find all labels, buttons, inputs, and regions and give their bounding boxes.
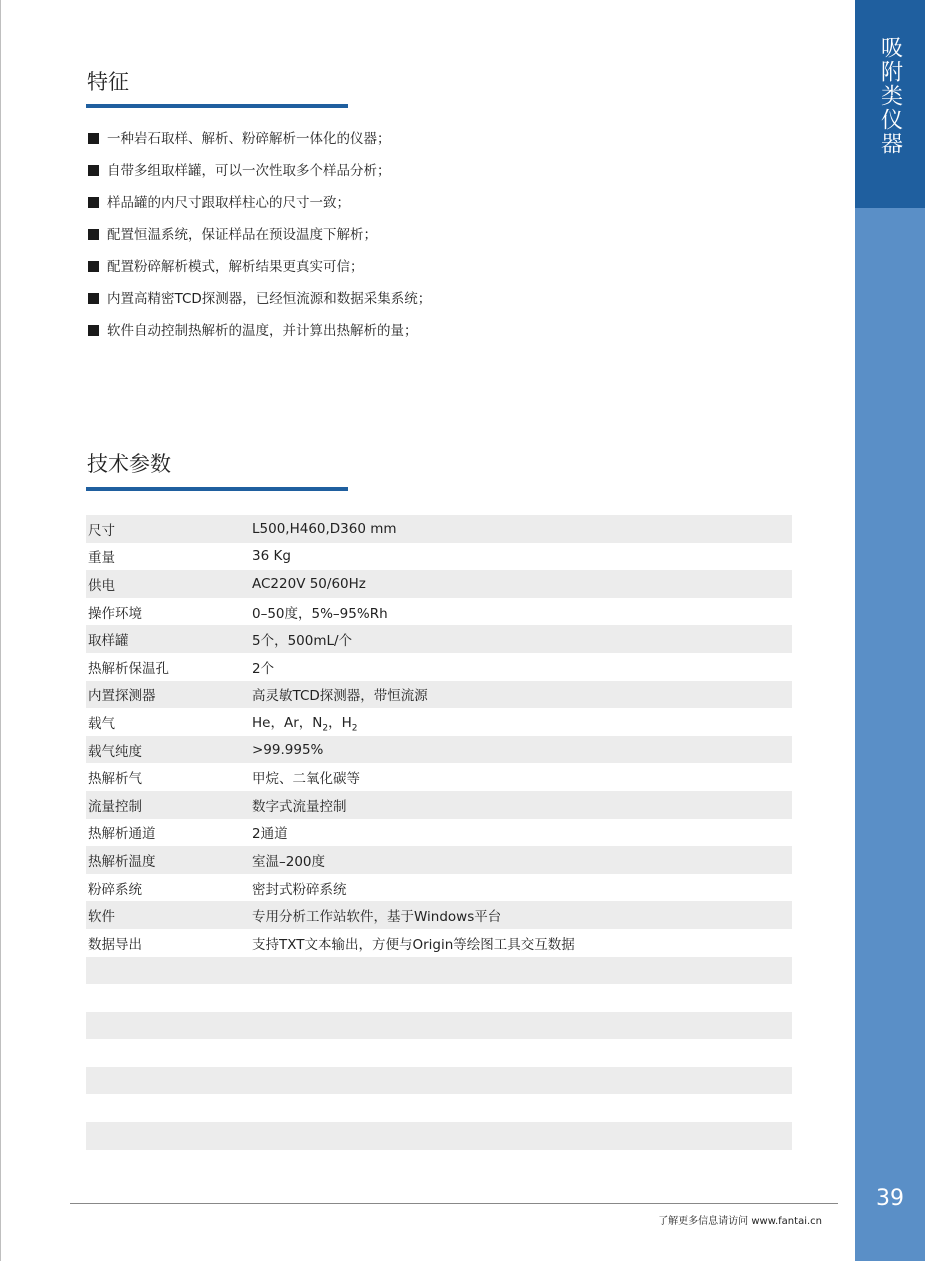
features-list xyxy=(88,130,431,354)
spec-row: 粉碎系统 密封式粉碎系统 xyxy=(88,881,347,898)
spec-row-empty xyxy=(86,1039,792,1067)
spec-row: 软件 专用分析工作站软件，基于Windows平台 xyxy=(86,901,792,929)
spec-row-empty xyxy=(86,1067,792,1095)
spec-row: 数据导出 支持TXT文本输出，方便与Origin等绘图工具交互数据 xyxy=(88,936,575,953)
spec-row: 热解析温度 室温–200度 xyxy=(86,846,792,874)
feature-item: 配置粉碎解析模式，解析结果更真实可信； xyxy=(88,258,431,290)
spec-row-empty xyxy=(86,1094,792,1122)
specs-title: 技术参数 xyxy=(87,452,171,476)
spec-row: 供电 AC220V 50/60Hz xyxy=(86,570,792,598)
spec-row: 操作环境 0–50度，5%–95%Rh xyxy=(88,605,388,622)
square-bullet-icon xyxy=(88,229,99,240)
square-bullet-icon xyxy=(88,261,99,272)
feature-item: 内置高精密TCD探测器，已经恒流源和数据采集系统； xyxy=(88,290,431,322)
feature-item: 样品罐的内尺寸跟取样柱心的尺寸一致； xyxy=(88,194,431,226)
feature-item: 一种岩石取样、解析、粉碎解析一体化的仪器； xyxy=(88,130,431,162)
spec-row: 流量控制 数字式流量控制 xyxy=(86,791,792,819)
spec-row-empty xyxy=(86,984,792,1012)
spec-row: 重量 36 Kg xyxy=(88,548,291,567)
spec-row: 热解析气 甲烷、二氧化碳等 xyxy=(88,771,360,788)
feature-item: 自带多组取样罐，可以一次性取多个样品分析； xyxy=(88,162,431,194)
feature-item: 软件自动控制热解析的温度，并计算出热解析的量； xyxy=(88,322,431,354)
specs-title-underline xyxy=(86,487,348,491)
spec-row-empty xyxy=(86,957,792,985)
spec-row: 取样罐 5个，500mL/个 xyxy=(86,625,792,653)
specs-table xyxy=(86,515,792,1150)
footer-divider xyxy=(70,1203,838,1204)
spec-row: 热解析通道 2通道 xyxy=(88,826,288,843)
square-bullet-icon xyxy=(88,165,99,176)
category-label-wrap xyxy=(872,36,908,186)
features-title: 特征 xyxy=(87,70,129,94)
page-number: 39 xyxy=(876,1186,904,1211)
spec-row: 热解析保温孔 2个 xyxy=(88,660,275,677)
square-bullet-icon xyxy=(88,325,99,336)
spec-row: 载气纯度 >99.995% xyxy=(86,736,792,764)
square-bullet-icon xyxy=(88,133,99,144)
spec-row: 载气 He，Ar，$N_2$，$H_2$ xyxy=(88,714,358,734)
spec-row-empty xyxy=(86,1012,792,1040)
spec-row: 尺寸 L500,H460,D360 mm xyxy=(86,515,792,543)
feature-item: 配置恒温系统，保证样品在预设温度下解析； xyxy=(88,226,431,258)
square-bullet-icon xyxy=(88,293,99,304)
category-label: 吸附类仪器 xyxy=(877,36,903,156)
footer-website-text: 了解更多信息请访问 www.fantai.cn xyxy=(658,1216,822,1227)
side-band-header xyxy=(855,0,925,208)
side-band xyxy=(855,0,925,1261)
spec-row-empty xyxy=(86,1122,792,1150)
spec-row: 内置探测器 高灵敏TCD探测器，带恒流源 xyxy=(86,681,792,709)
page-left-border xyxy=(0,0,1,1261)
square-bullet-icon xyxy=(88,197,99,208)
features-title-underline xyxy=(86,104,348,108)
